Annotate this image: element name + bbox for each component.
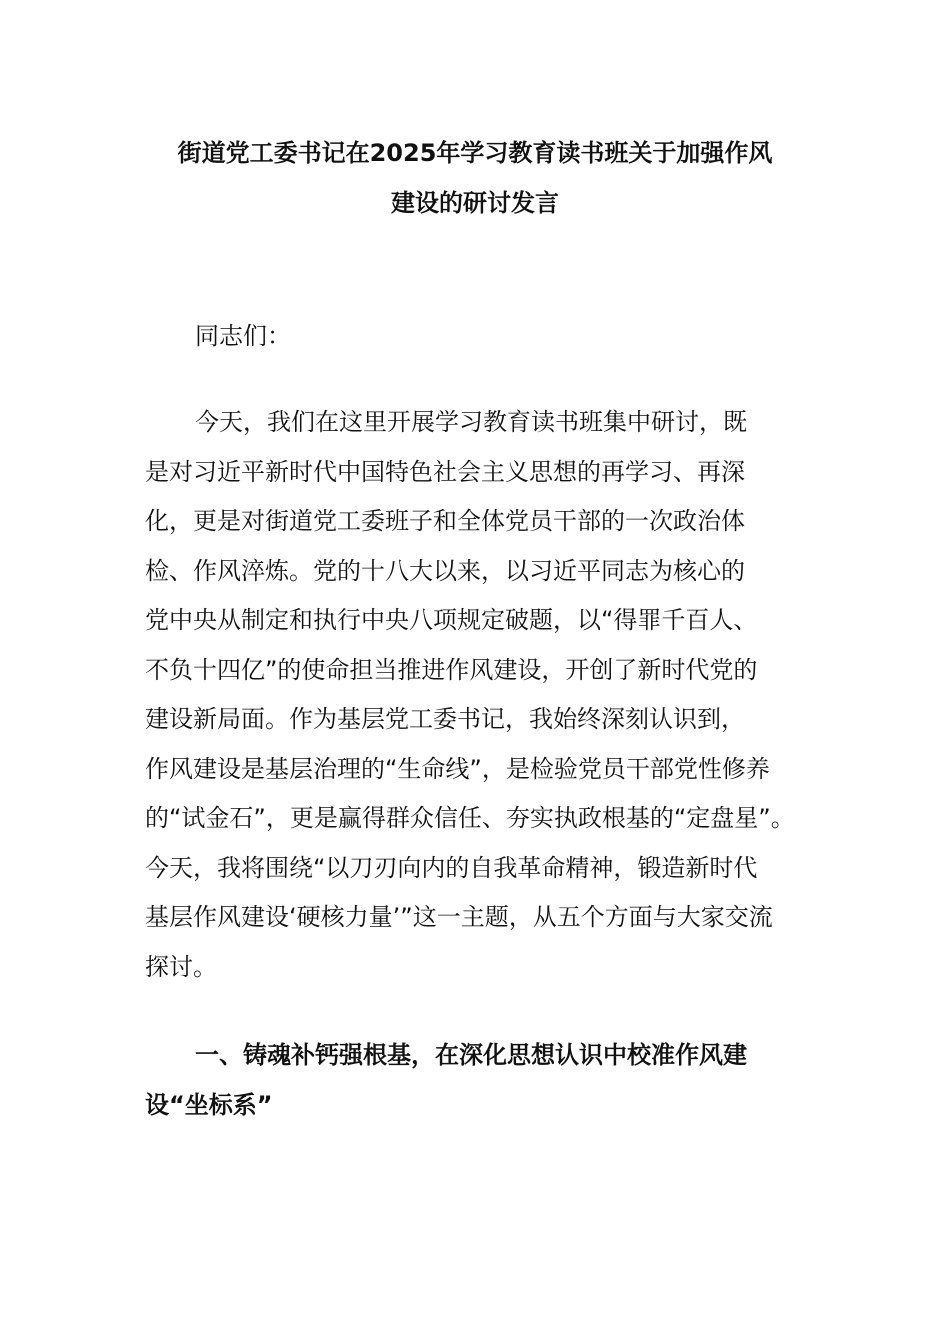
section-heading-1 [145, 1035, 825, 1134]
paragraph-line: 探讨。 [145, 952, 217, 981]
paragraph-line: 今天，我将围绕“以刀刃向内的自我革命精神，锻造新时代 [145, 853, 758, 882]
document-title [120, 128, 830, 228]
heading-line: 设“坐标系” [145, 1090, 273, 1119]
paragraph-line: 作风建设是基层治理的“生命线”，是检验党员干部党性修养 [145, 754, 770, 783]
title-line-2: 建设的研讨发言 [391, 189, 559, 217]
paragraph-line: 建设新局面。作为基层党工委书记，我始终深刻认识到， [145, 705, 745, 733]
greeting: 同志们： [195, 322, 291, 350]
paragraph-line: 是对习近平新时代中国特色社会主义思想的再学习、再深 [145, 457, 745, 486]
paragraph-line: 不负十四亿”的使命担当推进作风建设，开创了新时代党的 [145, 655, 758, 684]
paragraph-line: 基层作风建设‘硬核力量’”这一主题，从五个方面与大家交流 [145, 903, 773, 931]
heading-line: 一、铸魂补钙强根基，在深化思想认识中校准作风建 [195, 1041, 747, 1069]
paragraph-line: 党中央从制定和执行中央八项规定破题，以“得罪千百人、 [145, 606, 758, 634]
paragraph-line: 化，更是对街道党工委班子和全体党员干部的一次政治体 [145, 507, 745, 535]
intro-paragraph [145, 402, 825, 996]
title-line-1: 街道党工委书记在2025年学习教育读书班关于加强作风 [177, 139, 773, 167]
paragraph-line: 今天，我们在这里开展学习教育读书班集中研讨，既 [195, 408, 747, 436]
paragraph-line: 的“试金石”，更是赢得群众信任、夯实执政根基的“定盘星”。 [145, 804, 795, 832]
paragraph-line: 检、作风淬炼。党的十八大以来，以习近平同志为核心的 [145, 556, 745, 585]
